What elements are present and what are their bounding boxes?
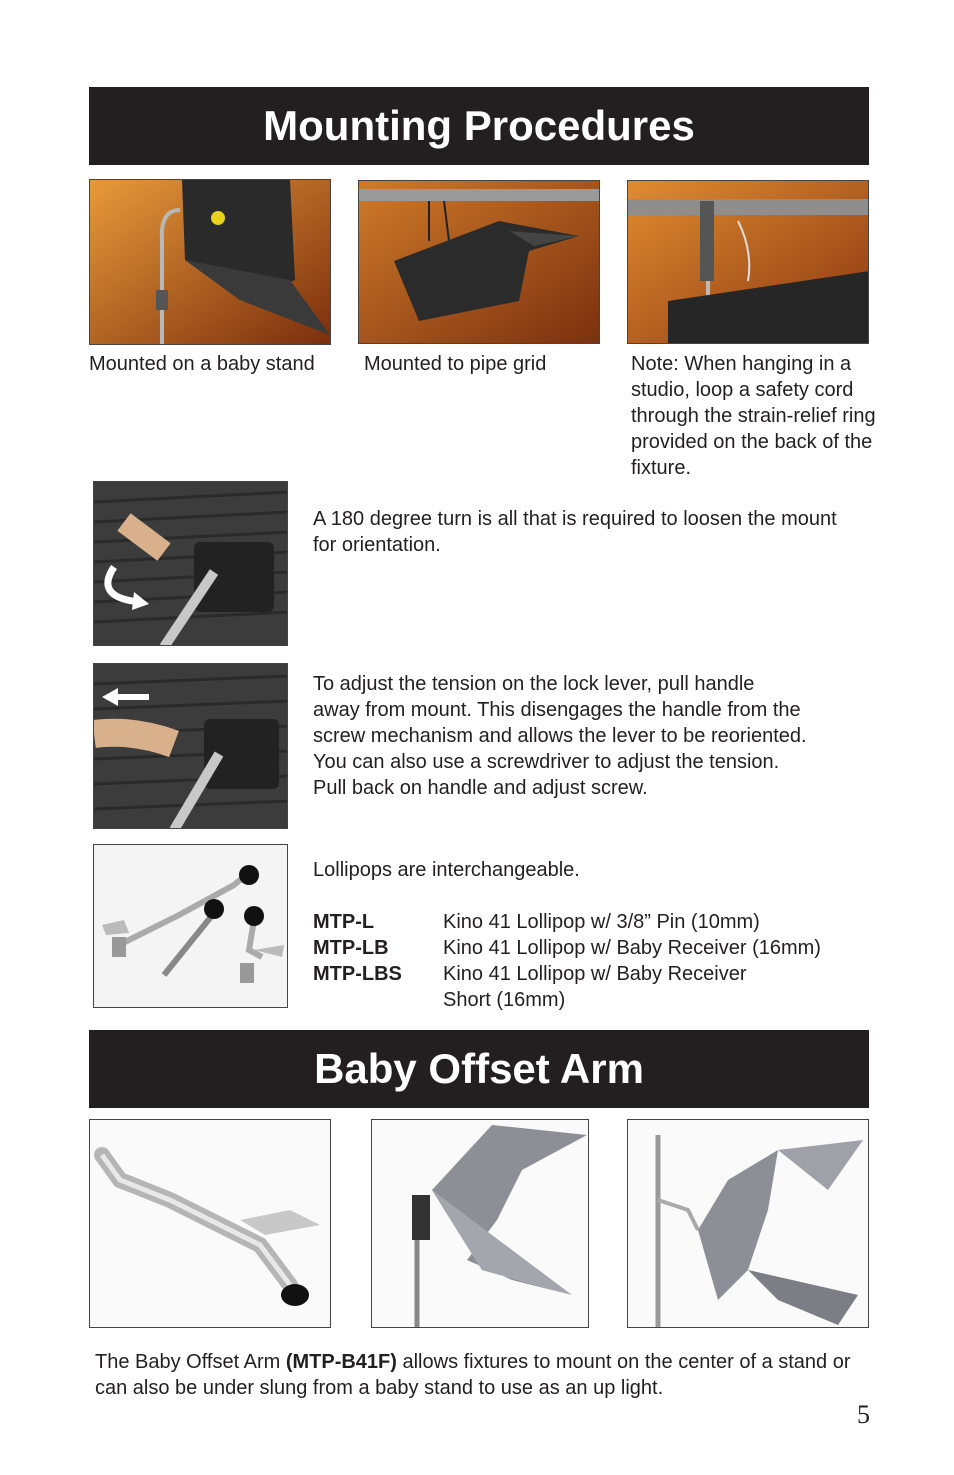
lollipop-desc: Kino 41 Lollipop w/ Baby Receiver (16mm) xyxy=(443,937,821,959)
lollipop-item xyxy=(313,961,873,987)
instruction-turn: A 180 degree turn is all that is required to loosen the mount for orientation. xyxy=(313,508,837,556)
photo-offset-underslung xyxy=(627,1119,869,1328)
lollipop-item xyxy=(313,935,873,961)
caption-pipe-grid: Mounted to pipe grid xyxy=(364,353,547,375)
lollipop-desc: Kino 41 Lollipop w/ 3/8” Pin (10mm) xyxy=(443,911,760,933)
caption-note: Note: When hanging in a studio, loop a safety cord through the strain-relief ring provided on the back of the fixture. xyxy=(631,353,876,479)
offset-code: (MTP-B41F) xyxy=(285,1351,397,1373)
photo-baby-stand xyxy=(89,179,331,345)
tension-line: To adjust the tension on the lock lever, pull handle xyxy=(313,673,755,695)
tension-line: You can also use a screwdriver to adjust the tension. xyxy=(313,751,780,773)
section-title-offset-arm: Baby Offset Arm xyxy=(89,1030,869,1108)
tension-line: screw mechanism and allows the lever to be reoriented. xyxy=(313,725,807,747)
offset-text-pre: The Baby Offset Arm xyxy=(95,1351,286,1373)
offset-text-post: allows fixtures to mount on the center of a stand or can also be under slung from a baby stand to use as an up light. xyxy=(95,1351,851,1399)
lollipop-item-cont xyxy=(313,987,873,1013)
lollipop-code: MTP-LB xyxy=(313,937,389,959)
section-title-mounting: Mounting Procedures xyxy=(89,87,869,165)
offset-description xyxy=(95,1349,855,1401)
photo-pipe-grid xyxy=(358,180,600,344)
tension-line: away from mount. This disengages the handle from the xyxy=(313,699,801,721)
lollipop-desc-cont: Short (16mm) xyxy=(443,989,566,1011)
instruction-tension xyxy=(313,671,873,801)
lollipop-item xyxy=(313,909,873,935)
tension-line: Pull back on handle and adjust screw. xyxy=(313,777,648,799)
lollipop-code: MTP-LBS xyxy=(313,963,402,985)
photo-turn-mount xyxy=(93,481,288,646)
photo-lollipops xyxy=(93,844,288,1008)
photo-offset-center-mount xyxy=(371,1119,589,1328)
lollipops-intro: Lollipops are interchangeable. xyxy=(313,859,580,881)
page-number: 5 xyxy=(857,1400,870,1429)
lollipop-list xyxy=(313,857,873,1013)
lollipop-code: MTP-L xyxy=(313,911,375,933)
caption-baby-stand: Mounted on a baby stand xyxy=(89,353,315,375)
photo-tension-lever xyxy=(93,663,288,829)
photo-safety-cord xyxy=(627,180,869,344)
lollipop-desc: Kino 41 Lollipop w/ Baby Receiver xyxy=(443,963,747,985)
photo-offset-arm xyxy=(89,1119,331,1328)
